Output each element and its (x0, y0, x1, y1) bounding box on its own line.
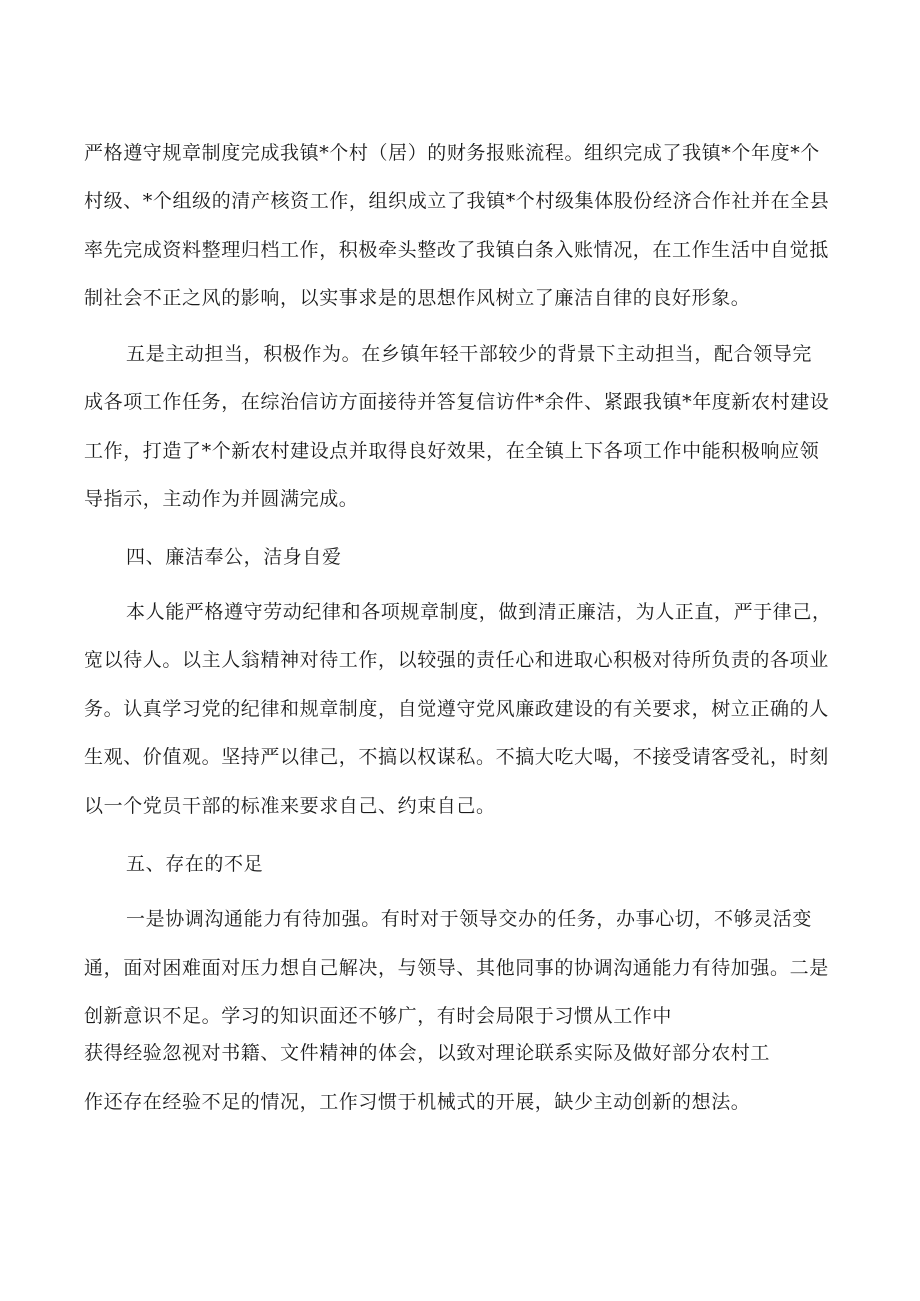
paragraph-line: 本人能严格遵守劳动纪律和各项规章制度，做到清正廉洁，为人正直，严于律己， (126, 601, 832, 623)
paragraph-line: 成各项工作任务，在综治信访方面接待并答复信访件*余件、紧跟我镇*年度新农村建设 (84, 391, 830, 413)
paragraph-line: 作还存在经验不足的情况，工作习惯于机械式的开展，缺少主动创新的想法。 (84, 1091, 751, 1113)
paragraph-line: 创新意识不足。学习的知识面还不够广，有时会局限于习惯从工作中 (84, 1005, 673, 1027)
section-heading-4: 四、廉洁奉公，洁身自爱 (126, 546, 342, 568)
section-heading-5: 五、存在的不足 (126, 853, 264, 875)
paragraph-line: 获得经验忽视对书籍、文件精神的体会，以致对理论联系实际及做好部分农村工 (84, 1042, 771, 1064)
paragraph-line: 通，面对困难面对压力想自己解决，与领导、其他同事的协调沟通能力有待加强。二是 (84, 957, 829, 979)
paragraph-line: 村级、*个组级的清产核资工作，组织成立了我镇*个村级集体股份经济合作社并在全县 (84, 190, 830, 212)
paragraph-line: 严格遵守规章制度完成我镇*个村（居）的财务报账流程。组织完成了我镇*个年度*个 (84, 142, 820, 164)
paragraph-line: 生观、价值观。坚持严以律己，不搞以权谋私。不搞大吃大喝，不接受请客受礼，时刻 (84, 746, 829, 768)
paragraph-line: 一是协调沟通能力有待加强。有时对于领导交办的任务，办事心切，不够灵活变 (126, 908, 813, 930)
paragraph-line: 宽以待人。以主人翁精神对待工作，以较强的责任心和进取心积极对待所负责的各项业 (84, 649, 829, 671)
paragraph-line: 五是主动担当，积极作为。在乡镇年轻干部较少的背景下主动担当，配合领导完 (126, 343, 813, 365)
paragraph-line: 率先完成资料整理归档工作，积极牵头整改了我镇白条入账情况，在工作生活中自觉抵 (84, 239, 829, 261)
paragraph-line: 制社会不正之风的影响，以实事求是的思想作风树立了廉洁自律的良好形象。 (84, 287, 751, 309)
paragraph-line: 导指示，主动作为并圆满完成。 (84, 488, 359, 510)
paragraph-line: 务。认真学习党的纪律和规章制度，自觉遵守党风廉政建设的有关要求，树立正确的人 (84, 698, 829, 720)
paragraph-line: 工作，打造了*个新农村建设点并取得良好效果，在全镇上下各项工作中能积极响应领 (84, 440, 820, 462)
paragraph-line: 以一个党员干部的标准来要求自己、约束自己。 (84, 795, 496, 817)
